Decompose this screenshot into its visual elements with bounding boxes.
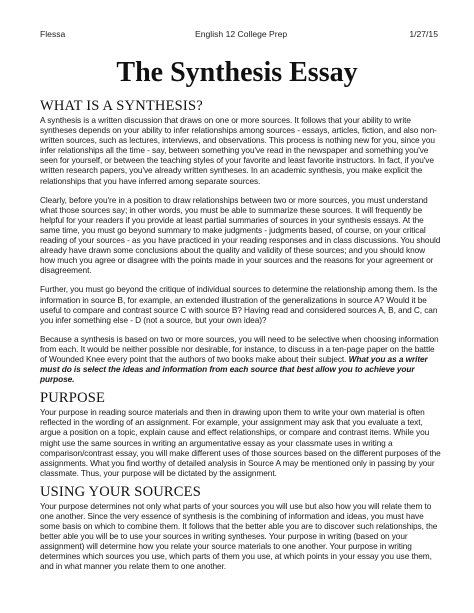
paragraph-text: Because a synthesis is based on two or more sources, you will need to be selective when choosing information from each. It would be neither possible nor desirable, for instance, to discuss in a ten-page paper on the battle of Wounded Knee every point that the authors of two books make about their subject. <box>40 333 439 364</box>
document-body <box>40 98 442 581</box>
section-using-sources <box>40 484 442 572</box>
document-title: The Synthesis Essay <box>116 57 358 88</box>
paragraph <box>40 334 442 384</box>
section-heading: WHAT IS A SYNTHESIS? <box>40 98 203 114</box>
emphasized-text: What you as a writer must do is select the ideas and information from each source that best allow you to achieve your purpose. <box>40 353 428 385</box>
paragraph: Clearly, before you're in a position to draw relationships between two or more sources, you must understand what those sources say; in other words, you must be able to summarize these sources. It will frequently be helpful for your readers if you provide at least partial summaries of sources in your synthesis essays. At the same time, you must go beyond summary to make judgments - judgments based, of course, on your critical reading of your sources - as you have practiced in your reading responses and in class discussions. You should already have drawn some conclusions about the quality and validity of these sources; and you should know how much you agree or disagree with the points made in your sources and the reasons for your agreement or disagreement. <box>40 194 441 276</box>
paragraph: Your purpose in reading source materials and then in drawing upon them to write your own material is often reflected in the wording of an assignment. For example, your assignment may ask that you evaluate a text, argue a position on a topic, explain cause and effect relationships, or compare and contrast items. While you might use the same sources in writing an argumentative essay as your classmate uses in writing a comparison/contrast essay, you will make different uses of those sources based on the different purposes of the assignments. What you find worthy of detailed analysis in Source A may be mentioned only in passing by your classmate. Thus, your purpose will be dictated by the assignment. <box>40 407 441 478</box>
paragraph: Your purpose determines not only what parts of your sources you will use but also how you will relate them to one another. Since the very essence of synthesis is the combining of information and ideas, you must have some basis on which to combine them. It follows that the better able you are to discover such relationships, the better able you will be to use your sources in writing syntheses. Your purpose in writing (based on your assignment) will determine how you relate your source materials to one another. Your purpose in writing determines which sources you use, which parts of them you use, at which points in your essay you use them, and in what manner you relate them to one another. <box>40 500 438 572</box>
paragraph: Further, you must go beyond the critique of individual sources to determine the relationship among them. Is the information in source B, for example, an extended illustration of the generalizations in source A? Would it be useful to compare and contrast source C with source B? Having read and considered sources A, B, and C, can you infer something else - D (not a source, but your own idea)? <box>40 284 438 325</box>
page-header <box>40 29 438 41</box>
section-what-is-synthesis <box>40 98 442 384</box>
section-purpose <box>40 390 442 478</box>
author-name: Flessa <box>40 29 66 39</box>
document-date: 1/27/15 <box>409 29 438 39</box>
paragraph: A synthesis is a written discussion that draws on one or more sources. It follows that your ability to write syntheses depends on your ability to infer relationships among sources - essays, articles, fiction, and also non-written sources, such as lectures, interviews, and observations. This process is nothing new for you, since you infer relationships all the time - say, between something you've read in the newspaper and something you've seen for yourself, or between the teaching styles of your favorite and least favorite instructors. In fact, if you've written research papers, you've already written syntheses. In an academic synthesis, you make explicit the relationships that you have inferred among separate sources. <box>40 115 437 186</box>
course-name: English 12 College Prep <box>195 29 288 39</box>
section-heading: USING YOUR SOURCES <box>40 483 201 500</box>
section-heading: PURPOSE <box>40 390 106 407</box>
